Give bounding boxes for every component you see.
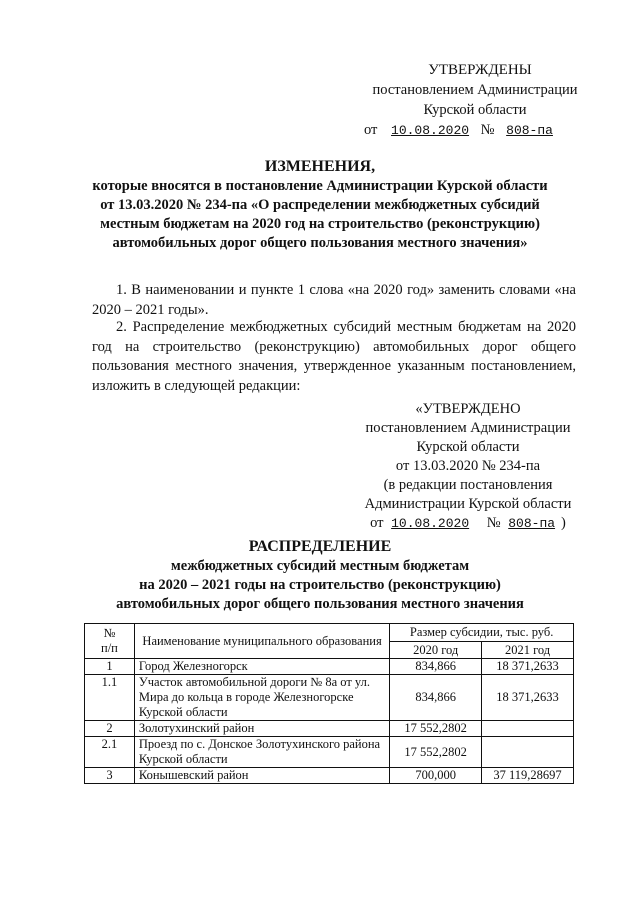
header-subsidy: Размер субсидии, тыс. руб. — [390, 624, 574, 642]
approval-heading: УТВЕРЖДЕНЫ — [428, 62, 532, 78]
row-2020: 17 552,2802 — [390, 721, 482, 737]
table-row — [85, 737, 574, 768]
header-year-2021: 2021 год — [482, 642, 574, 659]
row-2021: 37 119,28697 — [482, 768, 574, 784]
approved-heading: «УТВЕРЖДЕНО — [415, 401, 521, 417]
approved-date-line — [350, 514, 586, 533]
row-num: 1.1 — [85, 675, 135, 721]
approved-line1: постановлением Администрации — [365, 420, 571, 436]
approval-line1: постановлением Администрации — [372, 82, 578, 98]
header-name: Наименование муниципального образования — [134, 624, 389, 659]
row-name: Проезд по с. Донское Золотухинского района Курской области — [134, 737, 389, 768]
approved-line5: Администрации Курской области — [364, 496, 572, 512]
table-row — [85, 659, 574, 675]
distribution-subtitle — [60, 557, 580, 614]
paragraph-2: 2. Распределение межбюджетных субсидий местным бюджетам на 2020 год на строительство (реконструкцию) автомобильных дорог общего пользования местного значения, утвержденное указанным постановлением, изложить в следующей редакции: — [92, 319, 576, 394]
approved-line4: (в редакции постановления — [383, 477, 553, 493]
changes-title: ИЗМЕНЕНИЯ, — [264, 158, 376, 175]
header-num — [85, 624, 135, 659]
approved-date: 10.08.2020 — [391, 516, 470, 531]
distribution-subtitle-line: межбюджетных субсидий местным бюджетам — [170, 558, 470, 574]
row-2020: 17 552,2802 — [390, 737, 482, 768]
approval-date-prefix: от — [364, 122, 378, 138]
row-2021: 18 371,2633 — [482, 675, 574, 721]
changes-subtitle-line: которые вносятся в постановление Администрации Курской области — [92, 178, 548, 194]
approval-number: 808-па — [506, 123, 553, 138]
changes-subtitle-line: местным бюджетам на 2020 год на строительство (реконструкцию) — [100, 216, 540, 232]
approved-number-prefix: № — [486, 515, 501, 531]
changes-subtitle — [40, 177, 600, 253]
row-2020: 700,000 — [390, 768, 482, 784]
table-row — [85, 675, 574, 721]
row-num: 3 — [85, 768, 135, 784]
approved-closing: ) — [561, 515, 566, 531]
row-2021 — [482, 721, 574, 737]
approval-number-prefix: № — [480, 122, 495, 138]
approved-line3: от 13.03.2020 № 234-па — [395, 458, 541, 474]
row-name: Город Железногорск — [134, 659, 389, 675]
distribution-subtitle-line: автомобильных дорог общего пользования местного значения — [116, 596, 524, 612]
row-num: 2.1 — [85, 737, 135, 768]
row-2021 — [482, 737, 574, 768]
row-num: 1 — [85, 659, 135, 675]
approval-line2: Курской области — [423, 102, 527, 118]
row-num: 2 — [85, 721, 135, 737]
row-name: Участок автомобильной дороги № 8а от ул. Мира до кольца в городе Железногорске Курской области — [134, 675, 389, 721]
distribution-table — [84, 623, 574, 784]
header-num-text: № п/п — [101, 626, 118, 655]
approved-block — [350, 400, 586, 533]
paragraph-1: 1. В наименовании и пункте 1 слова «на 2020 год» заменить словами «на 2020 – 2021 годы». — [92, 282, 576, 318]
approval-date-line — [360, 120, 590, 141]
approval-block — [360, 60, 590, 141]
changes-subtitle-line: автомобильных дорог общего пользования местного значения» — [112, 235, 528, 251]
table-row — [85, 721, 574, 737]
table-row — [85, 768, 574, 784]
distribution-subtitle-line: на 2020 – 2021 годы на строительство (реконструкцию) — [139, 577, 501, 593]
row-2020: 834,866 — [390, 675, 482, 721]
approved-line2: Курской области — [416, 439, 520, 455]
changes-subtitle-line: от 13.03.2020 № 234-па «О распределении межбюджетных субсидий — [100, 197, 540, 213]
approved-date-prefix: от — [370, 515, 384, 531]
header-year-2020: 2020 год — [390, 642, 482, 659]
distribution-title: РАСПРЕДЕЛЕНИЕ — [248, 538, 392, 555]
row-name: Конышевский район — [134, 768, 389, 784]
row-name: Золотухинский район — [134, 721, 389, 737]
approval-date: 10.08.2020 — [391, 123, 470, 138]
approved-number: 808-па — [508, 516, 556, 531]
row-2021: 18 371,2633 — [482, 659, 574, 675]
table-header-row — [85, 624, 574, 642]
row-2020: 834,866 — [390, 659, 482, 675]
